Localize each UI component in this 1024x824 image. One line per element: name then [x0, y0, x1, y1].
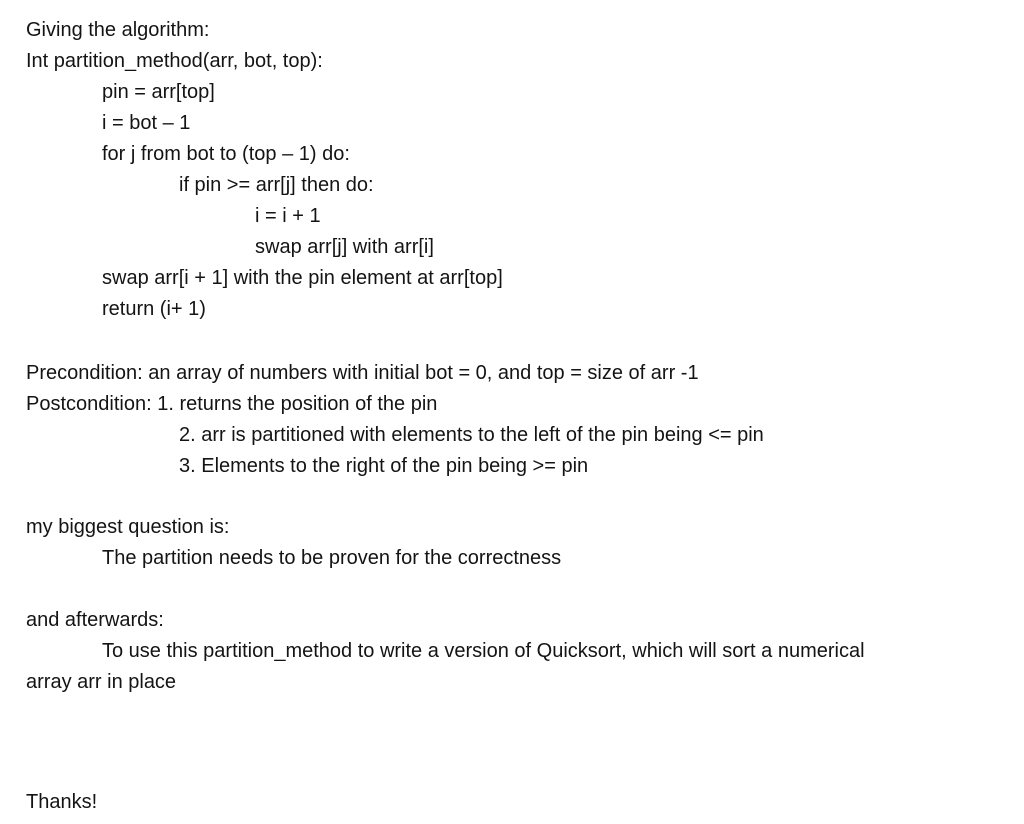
function-signature: Int partition_method(arr, bot, top):	[26, 50, 323, 72]
intro-text: Giving the algorithm:	[26, 19, 210, 41]
postcondition-item: 1. returns the position of the pin	[157, 393, 438, 415]
postcondition-item: 2. arr is partitioned with elements to the left of the pin being <= pin	[179, 424, 764, 446]
code-line: return (i+ 1)	[102, 298, 206, 320]
code-line: for j from bot to (top – 1) do:	[102, 143, 350, 165]
afterwards-text-line2: array arr in place	[26, 671, 177, 693]
afterwards-text-line1: To use this partition_method to write a version of Quicksort, which will sort a numerical	[102, 640, 865, 662]
code-line: if pin >= arr[j] then do:	[179, 174, 374, 196]
postcondition-item: 3. Elements to the right of the pin being >= pin	[179, 455, 589, 477]
postcondition-label: Postcondition:	[26, 393, 158, 415]
code-line: swap arr[j] with arr[i]	[255, 236, 434, 258]
code-line: pin = arr[top]	[102, 81, 215, 103]
postcondition-line	[26, 392, 437, 416]
question-intro: my biggest question is:	[26, 516, 230, 538]
code-line: i = i + 1	[255, 205, 321, 227]
code-line: i = bot – 1	[102, 112, 191, 134]
precondition-text: Precondition: an array of numbers with initial bot = 0, and top = size of arr -1	[26, 362, 699, 384]
closing-text: Thanks!	[26, 791, 98, 813]
afterwards-intro: and afterwards:	[26, 609, 164, 631]
code-line: swap arr[i + 1] with the pin element at arr[top]	[102, 267, 503, 289]
question-text: The partition needs to be proven for the correctness	[102, 547, 562, 569]
